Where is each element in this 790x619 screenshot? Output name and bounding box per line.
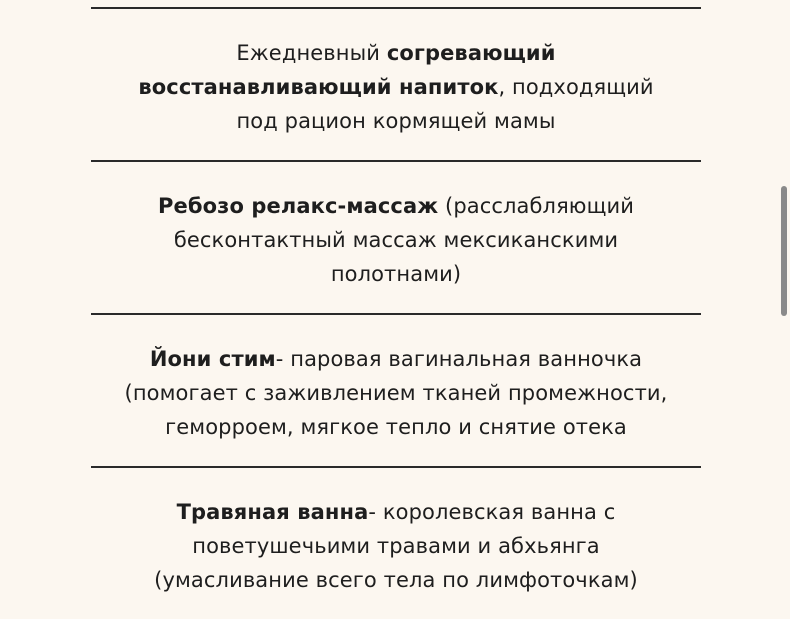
services-list <box>91 7 701 619</box>
list-item-yoni-steam <box>91 315 701 466</box>
item-title: Травяная ванна <box>176 500 369 524</box>
item-title: Ребозо релакс-массаж <box>158 194 439 218</box>
item-title: Йони стим <box>149 347 276 371</box>
scrollbar-thumb[interactable] <box>781 186 787 316</box>
item-text: бесконтактный массаж мексиканскими <box>173 228 619 252</box>
item-highlight: восстанавливающий напиток <box>138 75 499 99</box>
item-text: геморроем, мягкое тепло и снятие отека <box>165 415 627 439</box>
item-text: (умасливание всего тела по лимфоточкам) <box>154 568 638 592</box>
item-text: - паровая вагинальная ванночка <box>275 347 643 371</box>
item-text: , подходящий <box>498 75 654 99</box>
list-item-rebozo <box>91 162 701 313</box>
list-item-herbal-bath <box>91 468 701 619</box>
item-text: - королевская ванна с <box>368 500 616 524</box>
item-text: полотнами) <box>330 262 462 286</box>
item-text: (расслабляющий <box>438 194 634 218</box>
list-item-drink <box>91 9 701 160</box>
item-text: под рацион кормящей мамы <box>236 109 556 133</box>
item-text: (помогает с заживлением тканей промежности, <box>124 381 668 405</box>
item-text: поветушечьими травами и абхьянга <box>192 534 600 558</box>
item-text: Ежедневный согревающий <box>236 41 556 65</box>
item-highlight: согревающий <box>386 41 556 65</box>
